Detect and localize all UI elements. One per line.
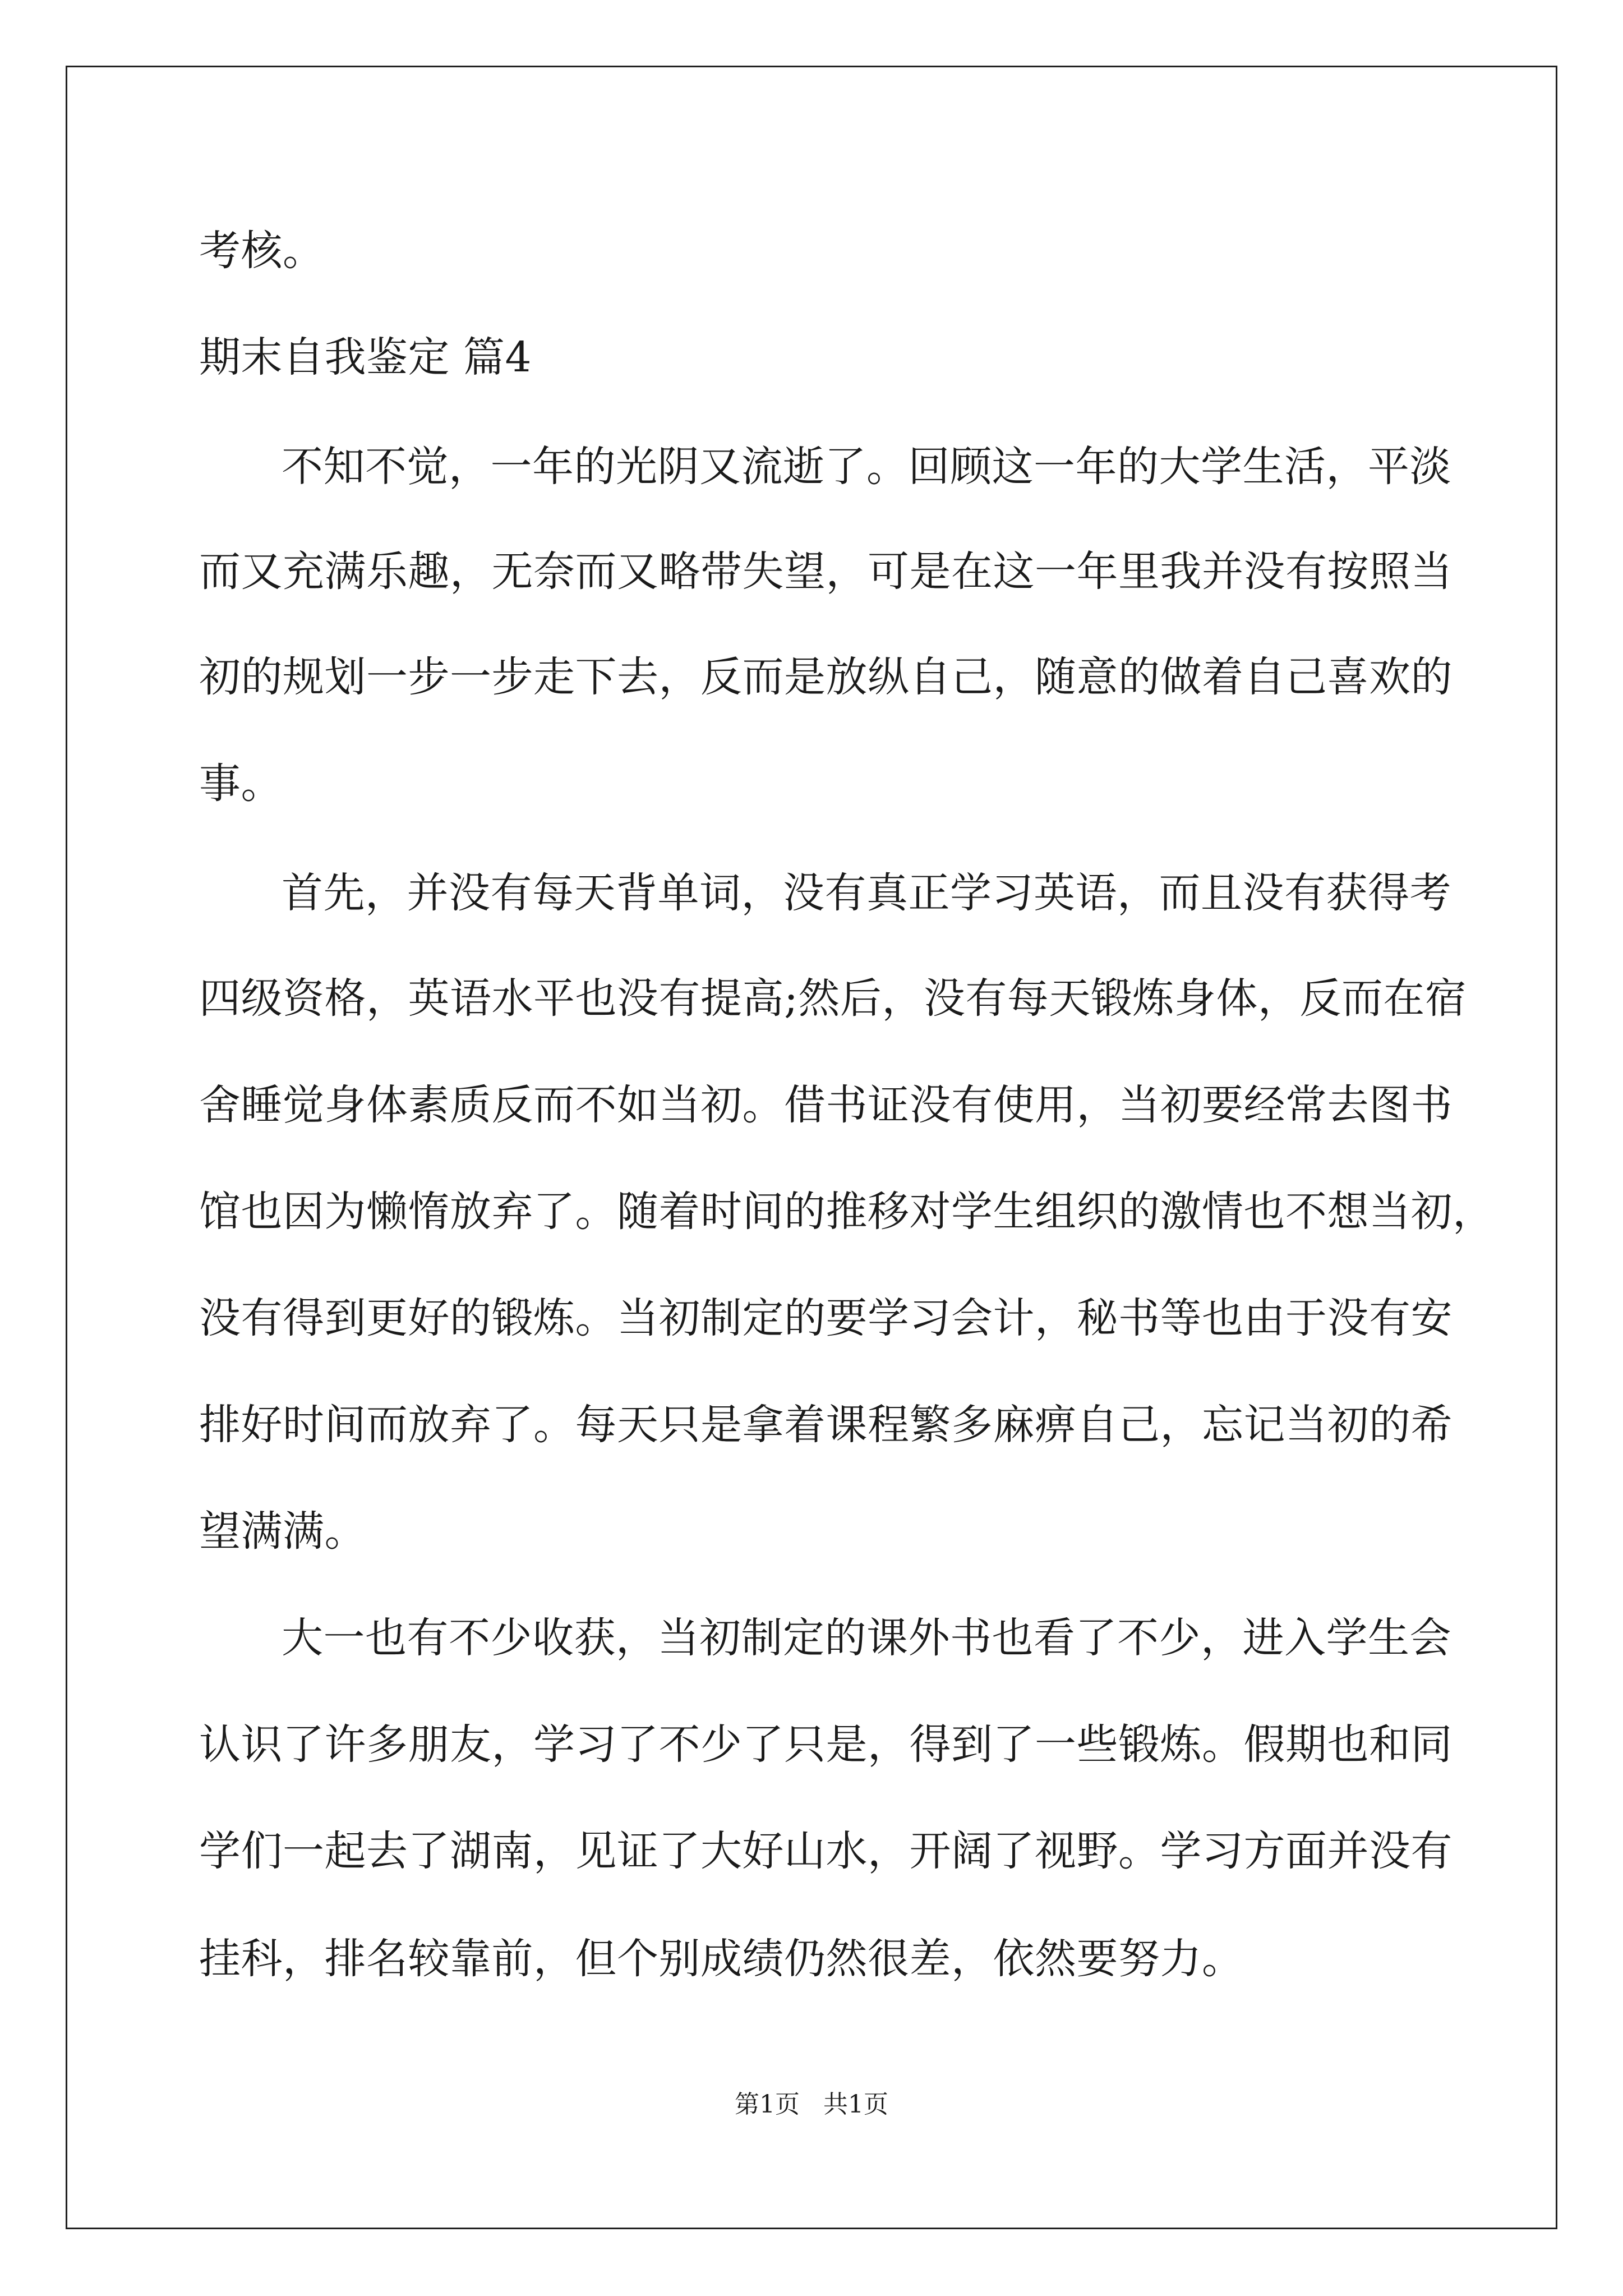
paragraph-2-line-1: 首先，并没有每天背单词，没有真正学习英语，而且没有获得考: [282, 869, 1451, 917]
page-number-footer: 第1页 共1页: [735, 2090, 888, 2119]
paragraph-2-line-5: 没有得到更好的锻炼。当初制定的要学习会计，秘书等也由于没有安: [199, 1294, 1453, 1342]
paragraph-1-line-3: 初的规划一步一步走下去，反而是放纵自己，随意的做着自己喜欢的: [199, 653, 1453, 701]
paragraph-3-line-2: 认识了许多朋友，学习了不少了只是，得到了一些锻炼。假期也和同: [199, 1720, 1453, 1769]
paragraph-2-line-7: 望满满。: [199, 1507, 366, 1556]
paragraph-3-line-3: 学们一起去了湖南，见证了大好山水，开阔了视野。学习方面并没有: [199, 1827, 1453, 1875]
paragraph-2-line-2: 四级资格，英语水平也没有提高;然后，没有每天锻炼身体，反而在宿: [199, 974, 1467, 1023]
paragraph-1-line-1: 不知不觉，一年的光阴又流逝了。回顾这一年的大学生活，平淡: [282, 443, 1451, 491]
paragraph-2-line-4: 馆也因为懒惰放弃了。随着时间的推移对学生组织的激情也不想当初，: [199, 1188, 1495, 1236]
paragraph-2-line-6: 排好时间而放弃了。每天只是拿着课程繁多麻痹自己，忘记当初的希: [199, 1401, 1453, 1449]
paragraph-3-line-4: 挂科，排名较靠前，但个别成绩仍然很差，依然要努力。: [199, 1935, 1244, 1983]
text-line-continuation: 考核。: [199, 227, 325, 275]
paragraph-3-line-1: 大一也有不少收获，当初制定的课外书也看了不少，进入学生会: [282, 1614, 1451, 1662]
paragraph-1-line-4: 事。: [199, 760, 283, 808]
paragraph-2-line-3: 舍睡觉身体素质反而不如当初。借书证没有使用，当初要经常去图书: [199, 1081, 1453, 1129]
section-heading: 期末自我鉴定 篇4: [199, 333, 532, 381]
paragraph-1-line-2: 而又充满乐趣，无奈而又略带失望，可是在这一年里我并没有按照当: [199, 547, 1453, 596]
page-frame: [66, 66, 1557, 2229]
